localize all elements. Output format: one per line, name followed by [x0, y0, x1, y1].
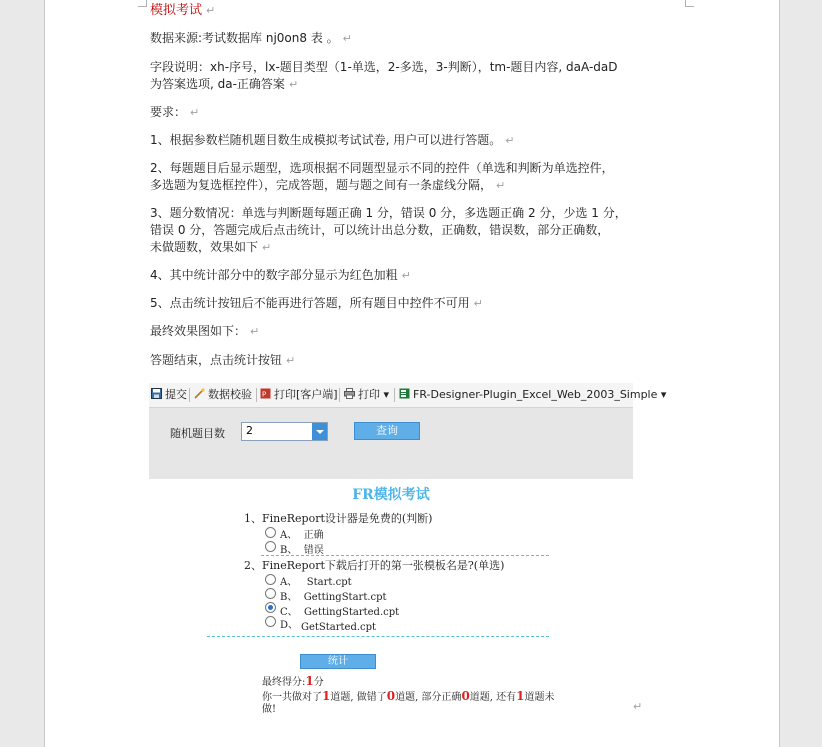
- save-icon: [151, 388, 162, 399]
- question-2-option-b: B、 GettingStart.cpt: [280, 592, 387, 603]
- svg-text:P: P: [262, 390, 267, 399]
- pdf-print-icon: [260, 388, 271, 399]
- doc-req-2-line1[interactable]: 2、每题题目后显示题型，选项根据不同题型显示不同的控件（单选和判断为单选控件，: [150, 161, 614, 175]
- question-1-text: 1、FineReport设计器是免费的(判断): [244, 512, 433, 525]
- doc-req-3-line2[interactable]: 错误 0 分，答题完成后点击统计，可以统计出总分数，正确数，错误数，部分正确数，: [150, 223, 610, 237]
- question-1-option-a: A、 正确: [280, 530, 324, 541]
- doc-req-5[interactable]: 5、点击统计按钮后不能再进行答题，所有题目中控件不可用 ↵: [150, 296, 483, 310]
- question-2-option-d-text: GetStarted.cpt: [301, 622, 377, 633]
- toolbar-separator: [339, 388, 340, 402]
- paragraph-mark: ↵: [633, 700, 643, 713]
- toolbar-separator: [256, 388, 257, 402]
- doc-req-3-line3[interactable]: 未做题数，效果如下 ↵: [150, 240, 272, 254]
- result-summary-end: 做!: [262, 704, 277, 715]
- doc-req-2-line2[interactable]: 多选题为复选框控件），完成答题，题与题之间有一条虚线分隔， ↵: [150, 178, 506, 192]
- result-score: 最终得分:1分: [262, 674, 324, 688]
- question-1-option-b-radio[interactable]: [265, 541, 276, 552]
- random-count-select[interactable]: [241, 422, 328, 441]
- question-1-option-a-radio[interactable]: [265, 527, 276, 538]
- doc-fields-line2[interactable]: 为答案选项, da-正确答案 ↵: [150, 77, 299, 91]
- doc-req-4[interactable]: 4、其中统计部分中的数字部分显示为红色加粗 ↵: [150, 268, 411, 282]
- question-2-option-a: A、 Start.cpt: [280, 577, 352, 588]
- question-2-option-d-radio[interactable]: [265, 616, 276, 627]
- print-client-button[interactable]: P 打印[客户端]: [262, 388, 338, 401]
- report-toolbar: [149, 383, 667, 408]
- doc-req-3-line1[interactable]: 3、题分数情况：单选与判断题每题正确 1 分，错误 0 分，多选题正确 2 分，少选 1 分，: [150, 206, 627, 220]
- question-2-option-c: C、 GettingStarted.cpt: [280, 607, 400, 618]
- plugin-dropdown[interactable]: FR-Designer-Plugin_Excel_Web_2003_Simple ▾: [399, 387, 666, 403]
- query-button[interactable]: 查询: [354, 422, 420, 440]
- toolbar-separator: [189, 388, 190, 402]
- doc-title[interactable]: 模拟考试 ↵: [150, 3, 216, 18]
- question-2-option-b-radio[interactable]: [265, 588, 276, 599]
- question-separator: [261, 555, 549, 556]
- random-count-value: 2: [246, 424, 253, 437]
- parameter-panel: [149, 408, 633, 479]
- doc-req-1[interactable]: 1、根据参数栏随机题目数生成模拟考试试卷, 用户可以进行答题。 ↵: [150, 133, 515, 147]
- question-2-option-a-radio[interactable]: [265, 574, 276, 585]
- excel-icon: [399, 388, 410, 399]
- doc-fields-line1[interactable]: 字段说明：xh-序号，lx-题目类型（1-单选，2-多选，3-判断），tm-题目内容, daA-daD: [150, 60, 618, 74]
- question-2-option-d-key: D、: [280, 620, 299, 631]
- crop-mark: [685, 0, 694, 7]
- chevron-down-icon[interactable]: [312, 423, 327, 440]
- toolbar-separator: [394, 388, 395, 402]
- random-count-label: 随机题目数: [170, 427, 225, 440]
- doc-finish-label[interactable]: 答题结束，点击统计按钮 ↵: [150, 353, 296, 367]
- question-2-option-c-radio[interactable]: [265, 602, 276, 613]
- print-button[interactable]: 打印 ▾: [344, 387, 389, 403]
- wand-icon: [194, 388, 205, 399]
- doc-final-label[interactable]: 最终效果图如下： ↵: [150, 324, 260, 338]
- printer-icon: [344, 388, 355, 399]
- exam-title: FR模拟考试: [352, 487, 430, 503]
- submit-button[interactable]: 提交: [151, 387, 187, 403]
- validate-button[interactable]: 数据校验: [194, 387, 252, 403]
- result-summary: 你一共做对了1道题, 做错了0道题, 部分正确0道题, 还有1道题未: [262, 689, 555, 703]
- question-2-text: 2、FineReport下载后打开的第一张模板名是?(单选): [244, 559, 505, 572]
- doc-req-title[interactable]: 要求： ↵: [150, 105, 200, 119]
- stat-button[interactable]: 统计: [300, 654, 376, 669]
- question-1-option-b: B、 错误: [280, 545, 324, 556]
- question-separator: [207, 636, 549, 637]
- doc-source[interactable]: 数据来源:考试数据库 nj0on8 表 。 ↵: [150, 31, 352, 45]
- crop-mark: [138, 0, 147, 7]
